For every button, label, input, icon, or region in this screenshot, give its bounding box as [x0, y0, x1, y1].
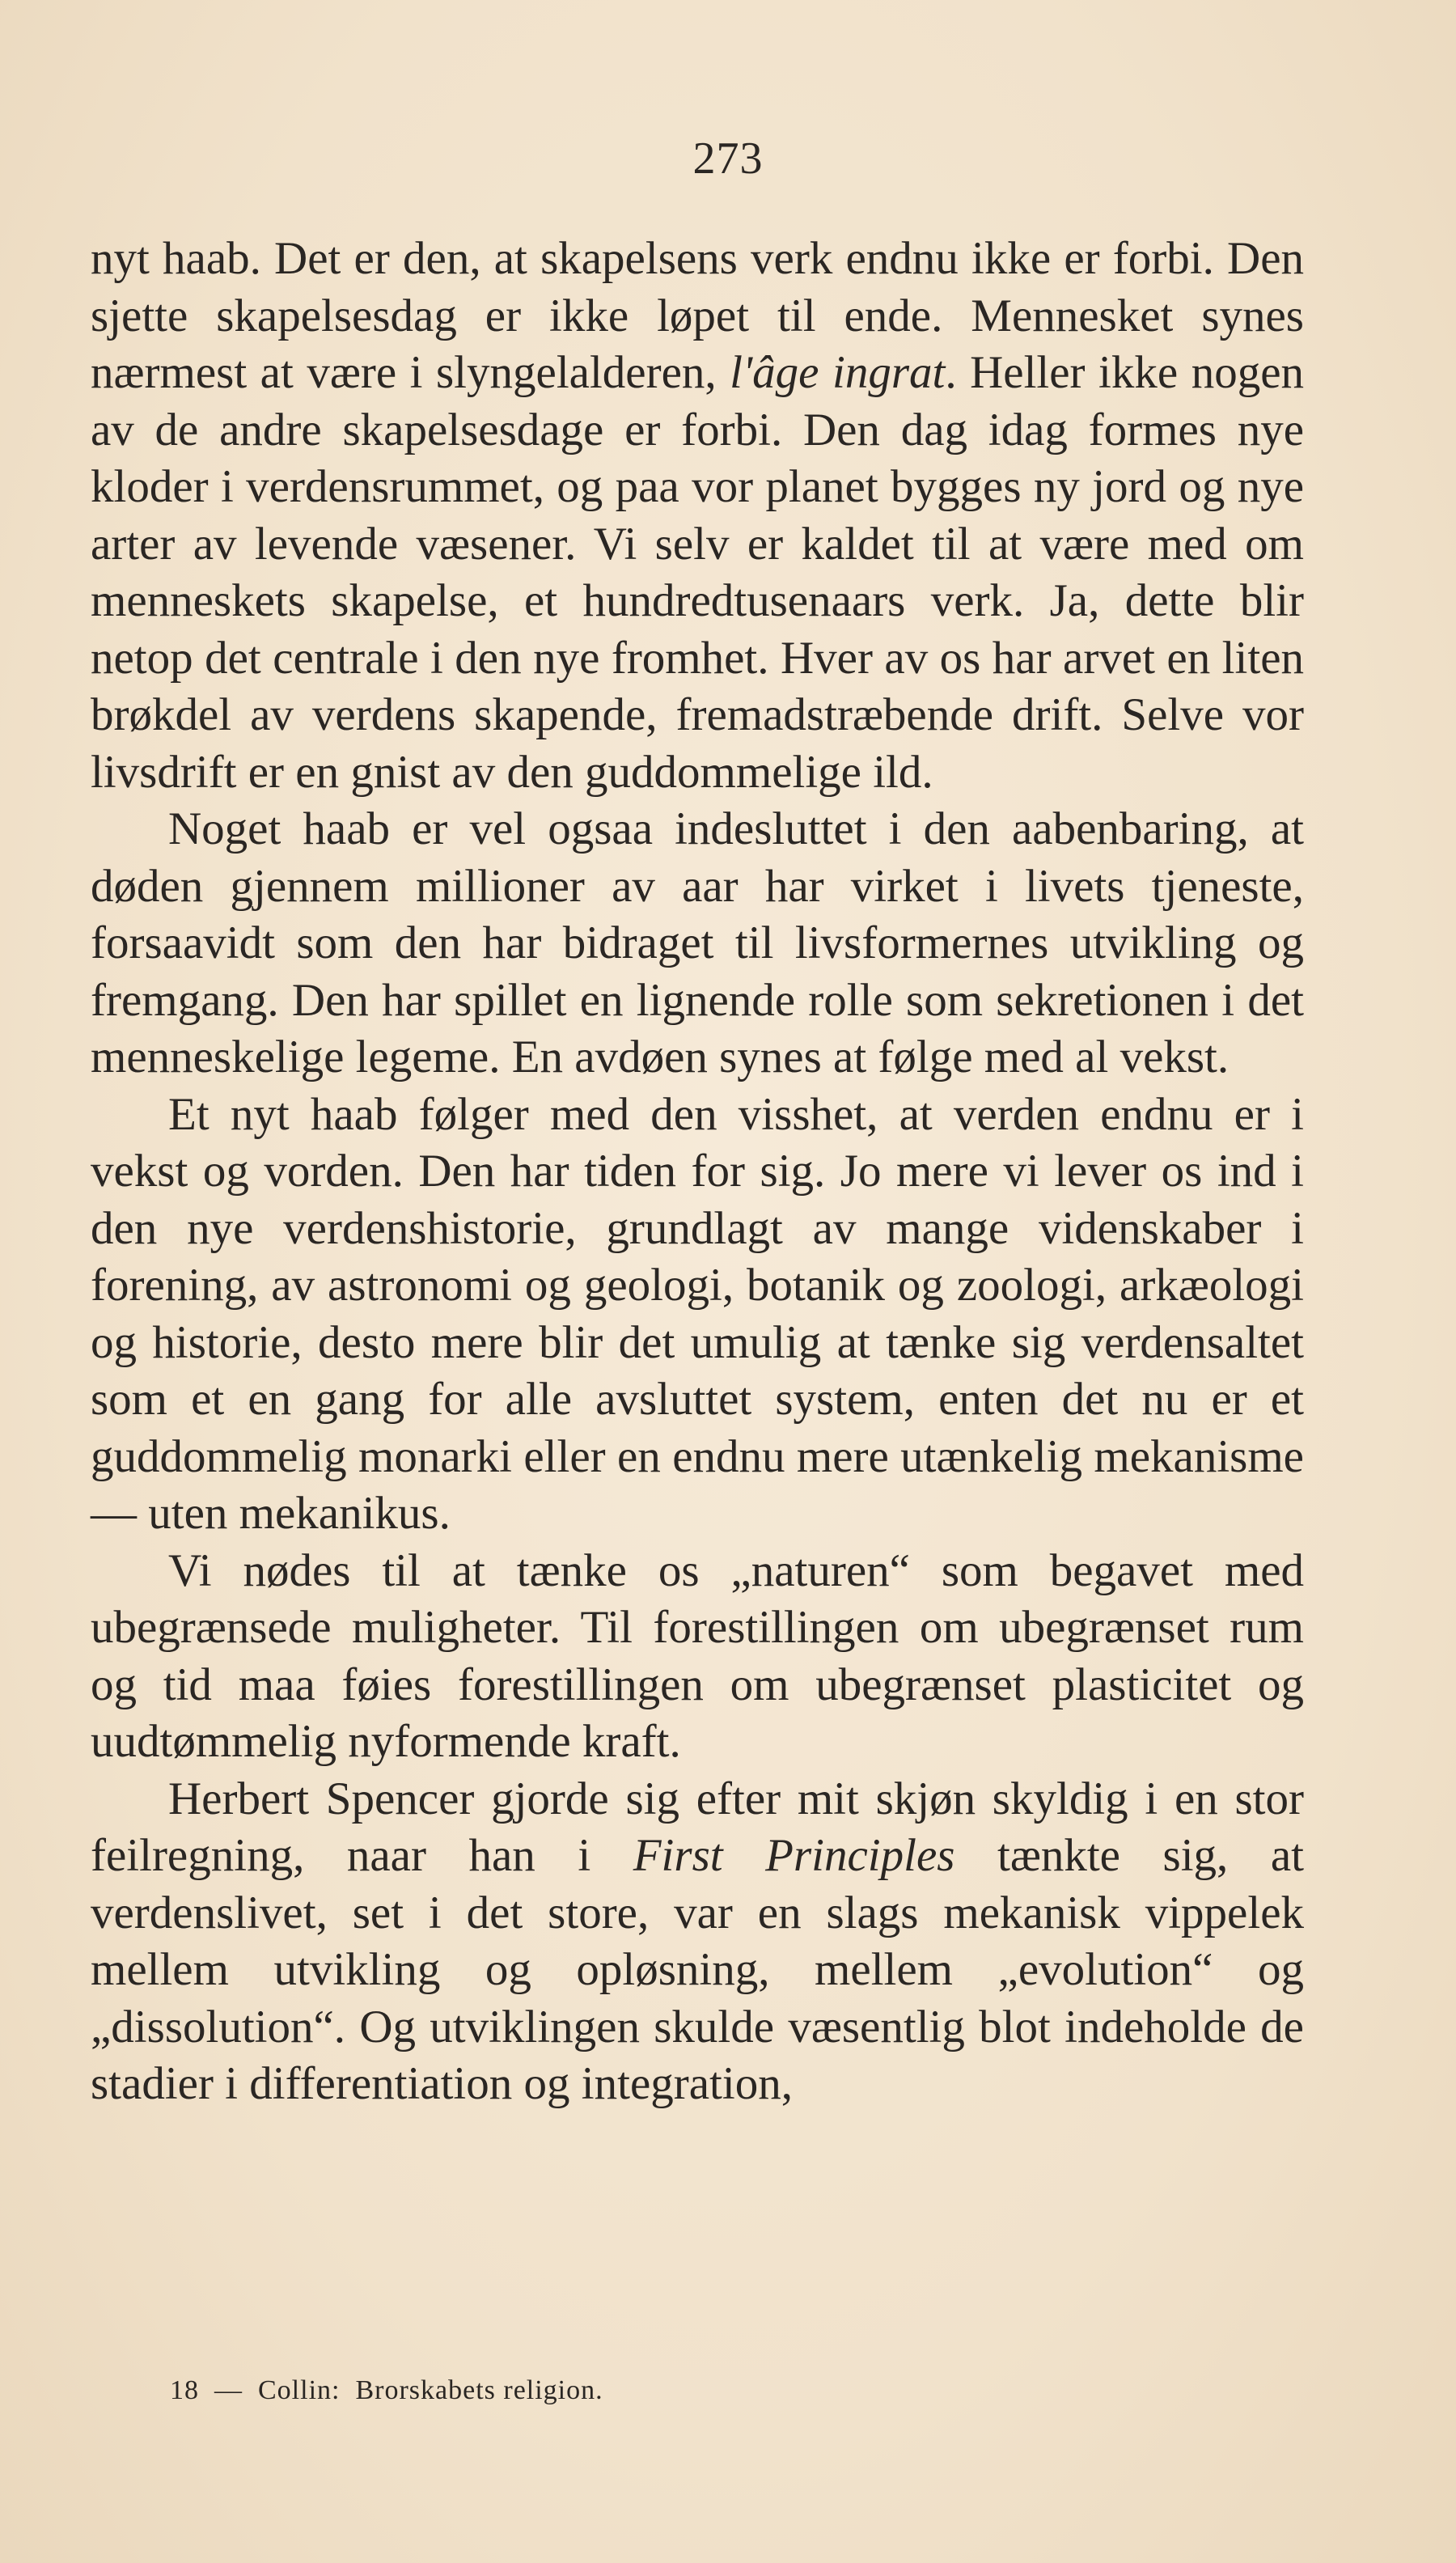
page-number: 273: [692, 133, 764, 184]
paragraph: [91, 1543, 1304, 1771]
paragraph: [91, 231, 1304, 801]
text-run: Herbert Spencer gjorde sig efter mit skjøn skyldig i en stor feilregning, naar han i: [91, 1773, 1304, 1881]
text-run: tænkte sig, at verdenslivet, set i det store, var en slags mekanisk vippelek mellem utvikling og opløsning, mellem „evolution“ og „dissolution“. Og utviklingen skulde væsentlig blot indeholde de stadier i differentiation og integration,: [91, 1830, 1304, 2109]
footer-signature: 18 — Collin: Brorskabets religion.: [170, 2375, 603, 2405]
text-run: nyt haab. Det er den, at skapelsens verk endnu ikke er forbi. Den sjette skapelsesdag er ikke løpet til ende. Mennesket synes nærmest at være i slyngelalderen,: [91, 233, 1304, 398]
paragraph: [91, 801, 1304, 1087]
italic-phrase: l'âge ingrat: [730, 347, 946, 398]
text-run: Noget haab er vel ogsaa indesluttet i den aabenbaring, at døden gjennem millioner av aar har virket i livets tjeneste, forsaavidt som den har bidraget til livsformernes utvikling og fremgang. Den har spillet en lignende rolle som sekretionen i det menneskelige legeme. En avdøen synes at følge med al vekst.: [91, 803, 1304, 1082]
paragraph: [91, 1087, 1304, 1543]
body-text: [91, 231, 1304, 2113]
text-run: Vi nødes til at tænke os „naturen“ som begavet med ubegrænsede muligheter. Til forestillingen om ubegrænset rum og tid maa føies forestillingen om ubegrænset plasticitet og uudtømmelig nyformende kraft.: [91, 1544, 1304, 1767]
paragraph: [91, 1771, 1304, 2113]
italic-phrase: First Principles: [633, 1830, 955, 1881]
text-run: . Heller ikke nogen av de andre skapelsesdage er forbi. Den dag idag formes nye kloder i verdensrummet, og paa vor planet bygges ny jord og nye arter av levende væsener. Vi selv er kaldet til at være med om menneskets skapelse, et hundredtusenaars verk. Ja, dette blir netop det centrale i den nye fromhet. Hver av os har arvet en liten brøkdel av verdens skapende, fremadstræbende drift. Selve vor livsdrift er en gnist av den guddommelige ild.: [91, 347, 1304, 798]
text-run: Et nyt haab følger med den visshet, at verden endnu er i vekst og vorden. Den har tiden for sig. Jo mere vi lever os ind i den nye verdenshistorie, grundlagt av mange videnskaber i forening, av astronomi og geologi, botanik og zoologi, arkæologi og historie, desto mere blir det umulig at tænke sig verdensaltet som et en gang for alle avsluttet system, enten det nu er et guddommelig monarki eller en endnu mere utænkelig mekanisme — uten mekanikus.: [91, 1088, 1304, 1539]
